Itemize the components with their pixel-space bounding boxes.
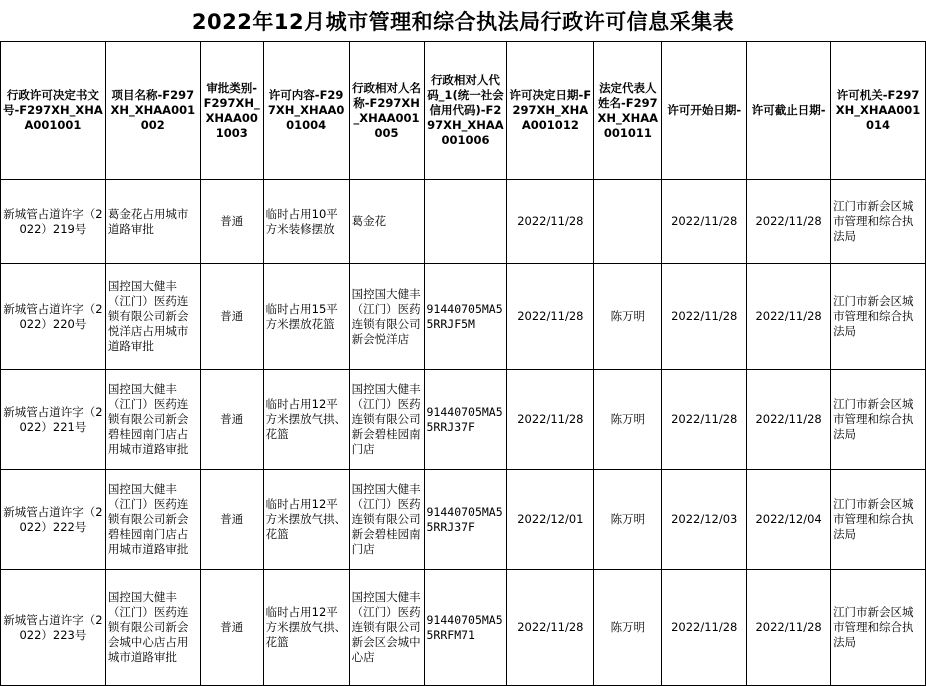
cell-category[interactable]: 普通	[200, 470, 263, 570]
cell-authority[interactable]: 江门市新会区城市管理和综合执法局	[831, 370, 926, 470]
cell-party[interactable]: 国控国大健丰（江门）医药连锁有限公司新会碧桂园南门店	[349, 470, 424, 570]
table-row	[1, 570, 926, 686]
cell-authority[interactable]: 江门市新会区城市管理和综合执法局	[831, 180, 926, 264]
col-header-end-date[interactable]: 许可截止日期-	[747, 42, 831, 180]
cell-project[interactable]: 葛金花占用城市道路审批	[105, 180, 200, 264]
cell-decision-date[interactable]: 2022/11/28	[507, 264, 594, 370]
cell-doc-no[interactable]: 新城管占道许字（2022）219号	[1, 180, 106, 264]
cell-decision-date[interactable]: 2022/12/01	[507, 470, 594, 570]
cell-start-date[interactable]: 2022/11/28	[662, 180, 747, 264]
permit-table	[0, 41, 926, 686]
cell-authority[interactable]: 江门市新会区城市管理和综合执法局	[831, 470, 926, 570]
table-body	[1, 42, 926, 686]
cell-start-date[interactable]: 2022/11/28	[662, 264, 747, 370]
col-header-authority[interactable]: 许可机关-F297XH_XHAA001014	[831, 42, 926, 180]
cell-content[interactable]: 临时占用12平方米摆放气拱、花篮	[263, 570, 349, 686]
cell-legal-rep[interactable]: 陈万明	[594, 570, 662, 686]
cell-doc-no[interactable]: 新城管占道许字（2022）222号	[1, 470, 106, 570]
cell-party[interactable]: 国控国大健丰（江门）医药连锁有限公司新会悦洋店	[349, 264, 424, 370]
cell-code[interactable]: 91440705MA55RRFM71	[424, 570, 507, 686]
cell-doc-no[interactable]: 新城管占道许字（2022）223号	[1, 570, 106, 686]
cell-legal-rep[interactable]	[594, 180, 662, 264]
cell-project[interactable]: 国控国大健丰（江门）医药连锁有限公司新会碧桂园南门店占用城市道路审批	[105, 470, 200, 570]
cell-project[interactable]: 国控国大健丰（江门）医药连锁有限公司新会碧桂园南门店占用城市道路审批	[105, 370, 200, 470]
col-header-content[interactable]: 许可内容-F297XH_XHAA001004	[263, 42, 349, 180]
table-row	[1, 370, 926, 470]
col-header-start-date[interactable]: 许可开始日期-	[662, 42, 747, 180]
cell-decision-date[interactable]: 2022/11/28	[507, 370, 594, 470]
cell-content[interactable]: 临时占用12平方米摆放气拱、花篮	[263, 470, 349, 570]
cell-decision-date[interactable]: 2022/11/28	[507, 180, 594, 264]
cell-project[interactable]: 国控国大健丰（江门）医药连锁有限公司新会会城中心店占用城市道路审批	[105, 570, 200, 686]
cell-start-date[interactable]: 2022/11/28	[662, 370, 747, 470]
cell-category[interactable]: 普通	[200, 370, 263, 470]
cell-doc-no[interactable]: 新城管占道许字（2022）221号	[1, 370, 106, 470]
cell-party[interactable]: 国控国大健丰（江门）医药连锁有限公司新会碧桂园南门店	[349, 370, 424, 470]
cell-start-date[interactable]: 2022/12/03	[662, 470, 747, 570]
cell-authority[interactable]: 江门市新会区城市管理和综合执法局	[831, 264, 926, 370]
col-header-doc-no[interactable]: 行政许可决定书文号-F297XH_XHAA001001	[1, 42, 106, 180]
table-row	[1, 264, 926, 370]
cell-legal-rep[interactable]: 陈万明	[594, 370, 662, 470]
cell-doc-no[interactable]: 新城管占道许字（2022）220号	[1, 264, 106, 370]
table-row	[1, 180, 926, 264]
cell-end-date[interactable]: 2022/12/04	[747, 470, 831, 570]
cell-code[interactable]: 91440705MA55RRJF5M	[424, 264, 507, 370]
cell-start-date[interactable]: 2022/11/28	[662, 570, 747, 686]
sheet-title: 2022年12月城市管理和综合执法局行政许可信息采集表	[0, 0, 926, 42]
cell-authority[interactable]: 江门市新会区城市管理和综合执法局	[831, 570, 926, 686]
col-header-category[interactable]: 审批类别-F297XH_XHAA001003	[200, 42, 263, 180]
cell-category[interactable]: 普通	[200, 180, 263, 264]
col-header-party[interactable]: 行政相对人名称-F297XH_XHAA001005	[349, 42, 424, 180]
col-header-code[interactable]: 行政相对人代码_1(统一社会信用代码)-F297XH_XHAA001006	[424, 42, 507, 180]
col-header-decision-date[interactable]: 许可决定日期-F297XH_XHAA001012	[507, 42, 594, 180]
cell-content[interactable]: 临时占用10平方米装修摆放	[263, 180, 349, 264]
cell-code[interactable]	[424, 180, 507, 264]
cell-category[interactable]: 普通	[200, 264, 263, 370]
header-row	[1, 42, 926, 180]
cell-content[interactable]: 临时占用12平方米摆放气拱、花篮	[263, 370, 349, 470]
cell-content[interactable]: 临时占用15平方米摆放花篮	[263, 264, 349, 370]
cell-end-date[interactable]: 2022/11/28	[747, 180, 831, 264]
cell-legal-rep[interactable]: 陈万明	[594, 470, 662, 570]
cell-code[interactable]: 91440705MA55RRJ37F	[424, 370, 507, 470]
cell-end-date[interactable]: 2022/11/28	[747, 570, 831, 686]
col-header-legal-rep[interactable]: 法定代表人姓名-F297XH_XHAA001011	[594, 42, 662, 180]
table-row	[1, 470, 926, 570]
cell-end-date[interactable]: 2022/11/28	[747, 264, 831, 370]
cell-code[interactable]: 91440705MA55RRJ37F	[424, 470, 507, 570]
cell-end-date[interactable]: 2022/11/28	[747, 370, 831, 470]
cell-category[interactable]: 普通	[200, 570, 263, 686]
cell-party[interactable]: 葛金花	[349, 180, 424, 264]
cell-legal-rep[interactable]: 陈万明	[594, 264, 662, 370]
col-header-project[interactable]: 项目名称-F297XH_XHAA001002	[105, 42, 200, 180]
cell-party[interactable]: 国控国大健丰（江门）医药连锁有限公司新会区会城中心店	[349, 570, 424, 686]
cell-project[interactable]: 国控国大健丰（江门）医药连锁有限公司新会悦洋店占用城市道路审批	[105, 264, 200, 370]
cell-decision-date[interactable]: 2022/11/28	[507, 570, 594, 686]
